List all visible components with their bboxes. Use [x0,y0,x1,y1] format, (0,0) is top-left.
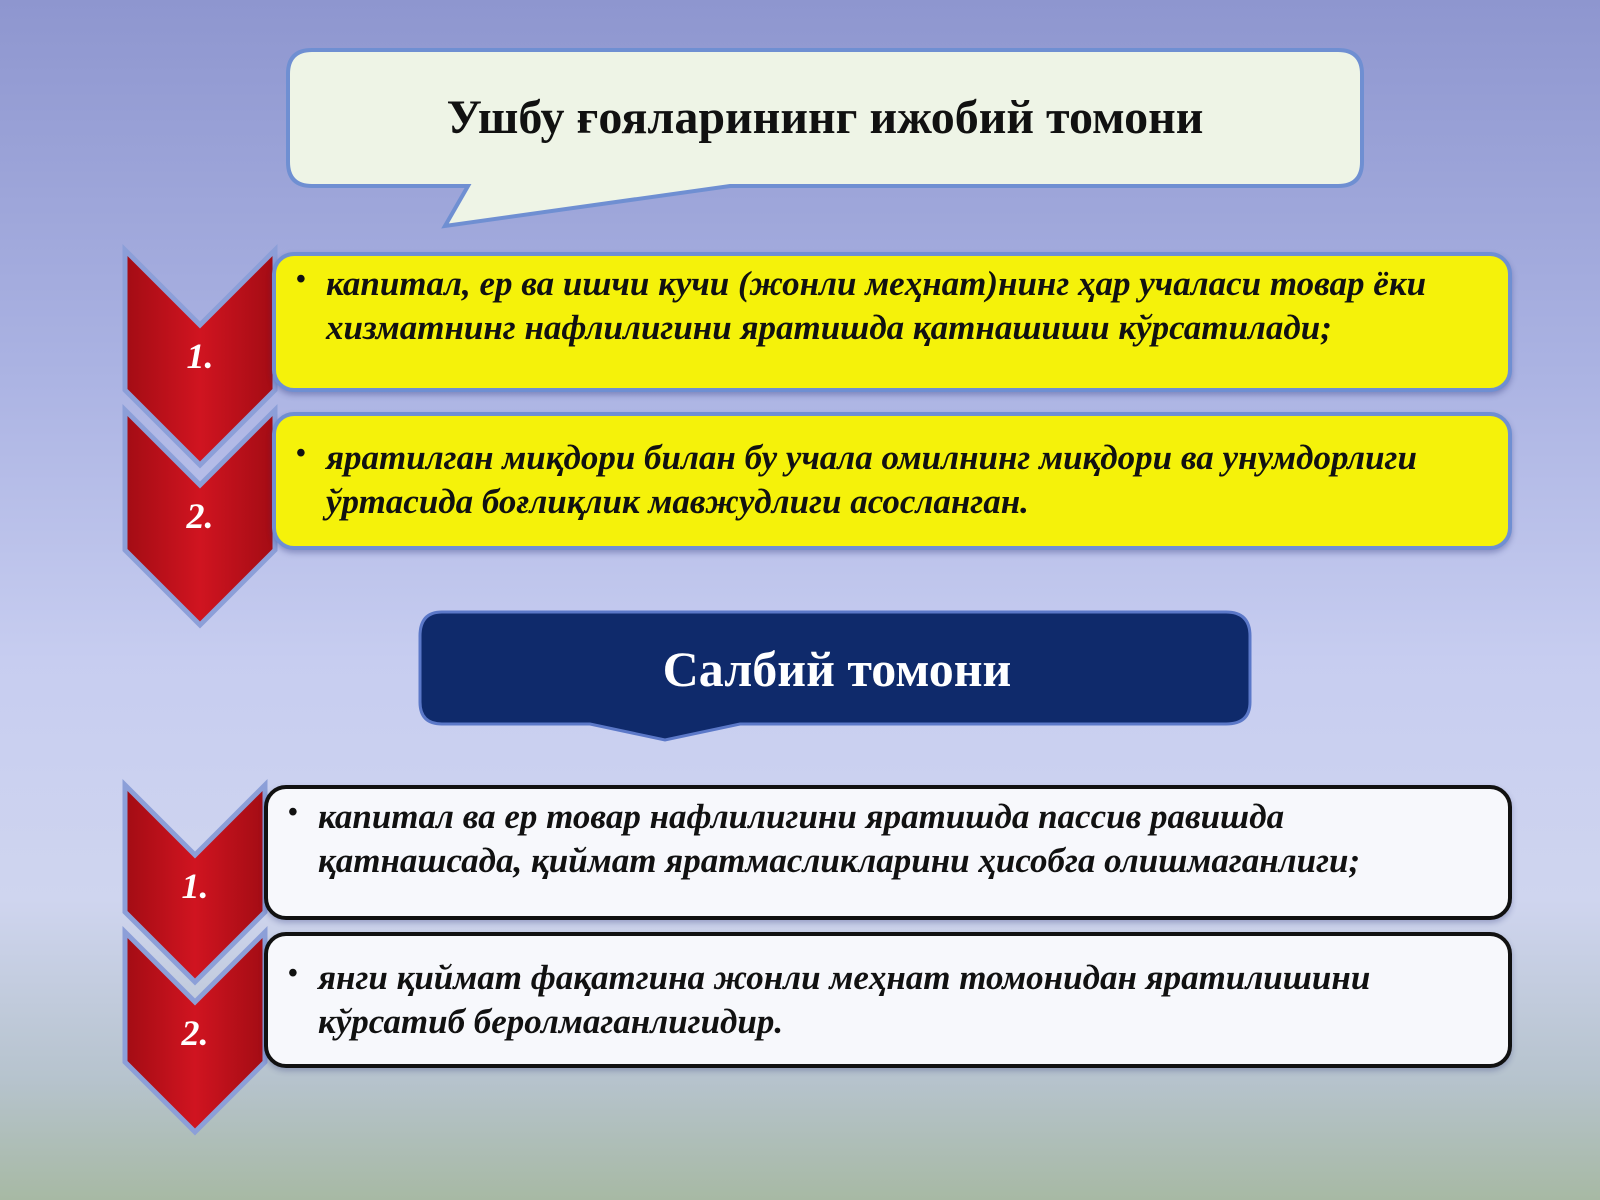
positive-item-2 [296,436,1468,524]
bullet-icon: • [288,958,298,989]
bullet-icon: • [296,438,306,469]
bullet-icon: • [288,797,298,828]
negative-box-2 [264,932,1512,1068]
negative-box-1 [264,785,1512,920]
negative-item-2 [288,956,1468,1044]
negative-item-2-text: янги қиймат фақатгина жонли меҳнат томонидан яратилишини кўрсатиб беролмаганлигидир. [318,958,1371,1041]
positive-item-1-text: капитал, ер ва ишчи кучи (жонли меҳнат)нинг ҳар учаласи товар ёки хизматнинг нафлилигини яратишда қатнашиши кўрсатилади; [326,264,1427,347]
bullet-icon: • [296,264,306,295]
positive-number-2: 2. [186,496,214,536]
title-callout-text: Ушбу ғояларининг ижобий томони [446,91,1204,144]
negative-number-2: 2. [181,1013,209,1053]
positive-number-1: 1. [186,336,214,376]
negative-item-1-text: капитал ва ер товар нафлилигини яратишда пассив равишда қатнашсада, қиймат яратмасликларини ҳисобга олишмаганлиги; [318,797,1361,880]
positive-box-1 [272,252,1512,392]
positive-item-1 [296,262,1468,350]
positive-item-2-text: яратилган миқдори билан бу учала омилнинг миқдори ва унумдорлиги ўртасида боғлиқлик мавжудлиги асосланган. [326,438,1417,521]
negative-item-1 [288,795,1468,883]
negative-header-text: Салбий томони [662,641,1012,697]
positive-box-2 [272,412,1512,550]
negative-number-1: 1. [181,866,209,906]
